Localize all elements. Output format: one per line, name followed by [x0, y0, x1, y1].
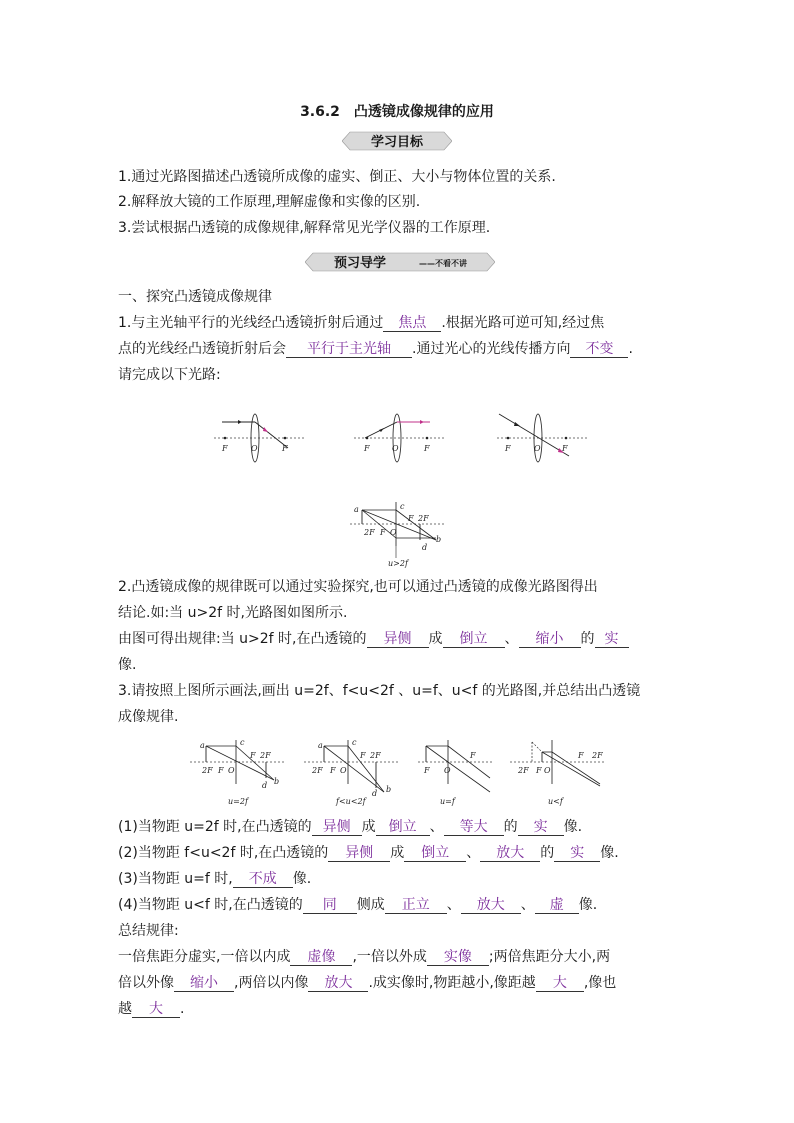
q1-line3: 请完成以下光路: [118, 367, 221, 383]
ray-diagram-focus [350, 408, 450, 460]
svg-text:a: a [354, 505, 359, 514]
svg-text:b: b [386, 785, 392, 794]
svg-text:2F: 2F [312, 766, 323, 775]
goal-2: 2.解释放大镜的工作原理,理解虚像和实像的区别. [118, 194, 421, 210]
blank-inverted: 倒立 [443, 631, 505, 648]
case-2: (2)当物距 f<u<2f 时,在凸透镜的 异侧 成 倒立 、 放大 的 实 像. [118, 845, 619, 861]
goal-1: 1.通过光路图描述凸透镜所成像的虚实、倒正、大小与物体位置的关系. [118, 169, 556, 185]
svg-text:F: F [380, 528, 386, 537]
svg-text:2F: 2F [370, 751, 381, 760]
summary-line3: 越 大 . [118, 1001, 185, 1017]
q2-line2: 结论.如:当 u>2f 时,光路图如图所示. [118, 605, 348, 621]
svg-text:F: F [330, 766, 336, 775]
svg-text:b: b [274, 777, 280, 786]
svg-text:F: F [218, 766, 224, 775]
svg-text:u>2f: u>2f [388, 559, 408, 568]
blank-real: 实 [595, 631, 629, 648]
q2-line3: 由图可得出规律:当 u>2f 时,在凸透镜的 异侧 成 倒立 、 缩小 的 实 [118, 630, 629, 648]
svg-text:2F: 2F [364, 528, 375, 537]
svg-text:2F: 2F [202, 766, 213, 775]
preview-subheading: ——不看不讲 [419, 259, 467, 268]
svg-text:2F: 2F [418, 514, 429, 523]
blank-focus: 焦点 [383, 315, 441, 332]
q2-line4: 像. [118, 657, 137, 673]
svg-text:u=f: u=f [440, 797, 455, 806]
blank-reduced: 缩小 [519, 631, 581, 648]
summary-line1: 一倍焦距分虚实,一倍以内成 虚像 ,一倍以外成 实像 ;两倍焦距分大小,两 [118, 949, 611, 965]
svg-text:O: O [390, 528, 397, 537]
svg-text:c: c [352, 738, 357, 747]
svg-text:O: O [392, 444, 399, 453]
svg-text:2F: 2F [592, 751, 603, 760]
imaging-diagram-u-eq-2f [188, 738, 288, 806]
svg-text:O: O [534, 444, 541, 453]
goal-3: 3.尝试根据凸透镜的成像规律,解释常见光学仪器的工作原理. [118, 220, 491, 236]
svg-text:d: d [262, 781, 268, 790]
q2-line1: 2.凸透镜成像的规律既可以通过实验探究,也可以通过凸透镜的成像光路图得出 [118, 579, 598, 595]
svg-text:O: O [228, 766, 235, 775]
svg-text:F: F [222, 444, 228, 453]
svg-text:a: a [200, 741, 205, 750]
q1-line1: 1.与主光轴平行的光线经凸透镜折射后通过 焦点 .根据光路可逆可知,经过焦 [118, 315, 605, 331]
goals-heading: 学习目标 [370, 135, 424, 150]
q3-line2: 成像规律. [118, 709, 179, 725]
ray-diagram-center [493, 408, 593, 460]
svg-text:F: F [282, 444, 288, 453]
svg-text:F: F [470, 751, 476, 760]
svg-text:c: c [240, 738, 245, 747]
section-banner-goals [342, 130, 452, 152]
svg-text:F: F [424, 444, 430, 453]
q3-line1: 3.请按照上图所示画法,画出 u=2f、f<u<2f 、u=f、u<f 的光路图,并总结出凸透镜 [118, 683, 641, 699]
svg-text:u<f: u<f [548, 797, 563, 806]
svg-text:F: F [360, 751, 366, 760]
svg-text:F: F [424, 766, 430, 775]
svg-text:u=2f: u=2f [228, 797, 248, 806]
case-3: (3)当物距 u=f 时, 不成 像. [118, 871, 312, 887]
preview-heading: 预习导学 [333, 256, 387, 271]
case-4: (4)当物距 u<f 时,在凸透镜的 同 侧成 正立 、 放大 、 虚 像. [118, 897, 598, 913]
summary-line2: 倍以外像 缩小 ,两倍以内像 放大 .成实像时,物距越小,像距越 大 ,像也 [118, 975, 617, 991]
svg-text:F: F [505, 444, 511, 453]
svg-text:d: d [372, 789, 378, 798]
svg-text:F: F [408, 514, 414, 523]
page-title: 3.6.2 凸透镜成像规律的应用 [300, 104, 494, 120]
svg-text:O: O [544, 766, 551, 775]
blank-unchanged: 不变 [570, 341, 628, 358]
blank-opposite: 异侧 [367, 631, 429, 648]
svg-text:F: F [536, 766, 542, 775]
imaging-diagram-u-lt-f [508, 738, 608, 806]
svg-text:d: d [422, 543, 428, 552]
svg-text:O: O [251, 444, 258, 453]
svg-text:a: a [318, 741, 323, 750]
svg-text:F: F [562, 444, 568, 453]
section-banner-preview [305, 251, 495, 273]
blank-parallel: 平行于主光轴 [286, 341, 412, 358]
svg-text:2F: 2F [260, 751, 271, 760]
imaging-diagram-f-lt-u-lt-2f [302, 738, 402, 806]
svg-text:f<u<2f: f<u<2f [336, 797, 366, 806]
svg-text:b: b [436, 535, 442, 544]
case-1: (1)当物距 u=2f 时,在凸透镜的 异侧 成 倒立 、 等大 的 实 像. [118, 819, 583, 835]
svg-text:O: O [444, 766, 451, 775]
svg-text:O: O [340, 766, 347, 775]
ray-diagram-parallel [210, 408, 310, 460]
summary-heading: 总结规律: [118, 923, 179, 939]
svg-text:F: F [250, 751, 256, 760]
part-heading: 一、探究凸透镜成像规律 [118, 289, 272, 305]
q1-line2: 点的光线经凸透镜折射后会 平行于主光轴 .通过光心的光线传播方向 不变 . [118, 341, 633, 357]
svg-text:F: F [578, 751, 584, 760]
svg-text:c: c [400, 502, 405, 511]
imaging-diagram-u-eq-f [416, 738, 496, 806]
svg-text:F: F [364, 444, 370, 453]
imaging-diagram-main [348, 500, 448, 568]
svg-text:2F: 2F [518, 766, 529, 775]
